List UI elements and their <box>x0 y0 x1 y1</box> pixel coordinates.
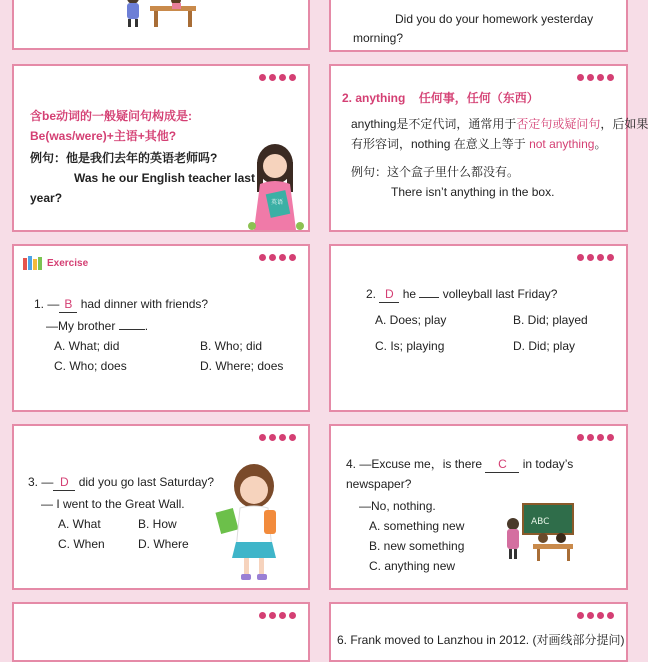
example-sentence-line1: Did you do your homework yesterday <box>395 12 594 26</box>
answer-blank: C <box>485 456 519 473</box>
vocab-word: 2. anything <box>342 91 406 105</box>
option-b: B. Did; played <box>513 313 588 327</box>
slide-card-1 <box>12 0 310 50</box>
slide-card-3 <box>12 64 310 232</box>
option-b: B. Who; did <box>200 339 263 353</box>
decorative-dots <box>259 74 296 81</box>
vocab-description-line2: 有形容词，nothing 在意义上等于 not anything。 <box>351 137 607 151</box>
highlight-text: 否定句或疑问句 <box>516 117 601 131</box>
question-2: 2. D he volleyball last Friday? <box>366 287 558 301</box>
girl-with-book-illustration <box>240 140 310 232</box>
example-sentence-line2: year? <box>30 191 63 205</box>
example-sentence-line1: Was he our English teacher last <box>74 171 255 185</box>
example-label: 例句：这个盒子里什么都没有。 <box>351 165 520 179</box>
example-label <box>353 0 540 1</box>
option-c: C. Who; does <box>54 359 127 373</box>
vocab-meaning: 任何事，任何（东西） <box>418 91 539 105</box>
slide-card-4 <box>329 64 648 232</box>
classroom-illustration <box>503 498 579 564</box>
decorative-dots <box>577 434 614 441</box>
question-3-reply: — I went to the Great Wall. <box>41 497 185 511</box>
option-a: A. Does; play <box>375 313 447 327</box>
question-4-line2: newspaper? <box>346 477 412 491</box>
exercise-label: Exercise <box>47 258 89 269</box>
question-1: 1. — B had dinner with friends? <box>34 297 209 311</box>
question-4: 4. —Excuse me，is there C in today’s <box>346 457 574 471</box>
question-1-reply: —My brother . <box>46 319 149 333</box>
question-3: 3. — D did you go last Saturday? <box>28 475 215 489</box>
example-sentence-line2: morning? <box>353 31 404 45</box>
option-c: C. anything new <box>369 559 456 573</box>
question-6: 6. Frank moved to Lanzhou in 2012. (对画线部分提问) <box>337 633 625 647</box>
example-label: 例句：他是我们去年的英语老师吗? <box>30 151 218 165</box>
slide-card-5 <box>12 244 310 412</box>
option-d: D. Did; play <box>513 339 576 353</box>
slide-card-9 <box>12 602 310 662</box>
answer-blank: D <box>379 286 399 303</box>
example-sentence: There isn’t anything in the box. <box>391 185 555 199</box>
decorative-dots <box>259 254 296 261</box>
svg-text:ABC: ABC <box>531 517 550 527</box>
slide-card-6 <box>329 244 628 412</box>
book-label: 英语 <box>271 199 284 206</box>
teacher-students-illustration <box>120 0 210 32</box>
vocab-description-line1: anything是不定代词，通常用于否定句或疑问句，后如果 <box>351 117 648 131</box>
grammar-rule-line2: Be(was/were)+主语+其他? <box>30 129 177 143</box>
option-c: C. Is; playing <box>375 339 445 353</box>
decorative-dots <box>259 612 296 619</box>
slide-card-10 <box>329 602 628 662</box>
slide-card-2 <box>329 0 628 52</box>
option-b: B. new something <box>369 539 465 553</box>
decorative-dots <box>577 612 614 619</box>
question-4-reply: —No, nothing. <box>359 499 436 513</box>
slide-card-8 <box>329 424 628 590</box>
decorative-dots <box>259 434 296 441</box>
option-a: A. What <box>58 517 101 531</box>
reply-blank <box>419 297 439 298</box>
grammar-rule-line1: 含be动词的一般疑问句构成是: <box>30 109 193 123</box>
option-b: B. How <box>138 517 177 531</box>
answer-blank: D <box>53 474 75 491</box>
reply-blank <box>119 329 145 330</box>
option-a: A. What; did <box>54 339 120 353</box>
option-d: D. Where <box>138 537 189 551</box>
vocab-title <box>342 90 539 106</box>
decorative-dots <box>577 254 614 261</box>
books-icon <box>22 256 44 270</box>
decorative-dots <box>577 74 614 81</box>
girl-with-backpack-illustration <box>214 460 284 584</box>
option-a: A. something new <box>369 519 465 533</box>
option-c: C. When <box>58 537 105 551</box>
slide-card-7 <box>12 424 310 590</box>
highlight-text: not anything <box>529 137 595 151</box>
answer-blank: B <box>59 296 77 313</box>
option-d: D. Where; does <box>200 359 284 373</box>
